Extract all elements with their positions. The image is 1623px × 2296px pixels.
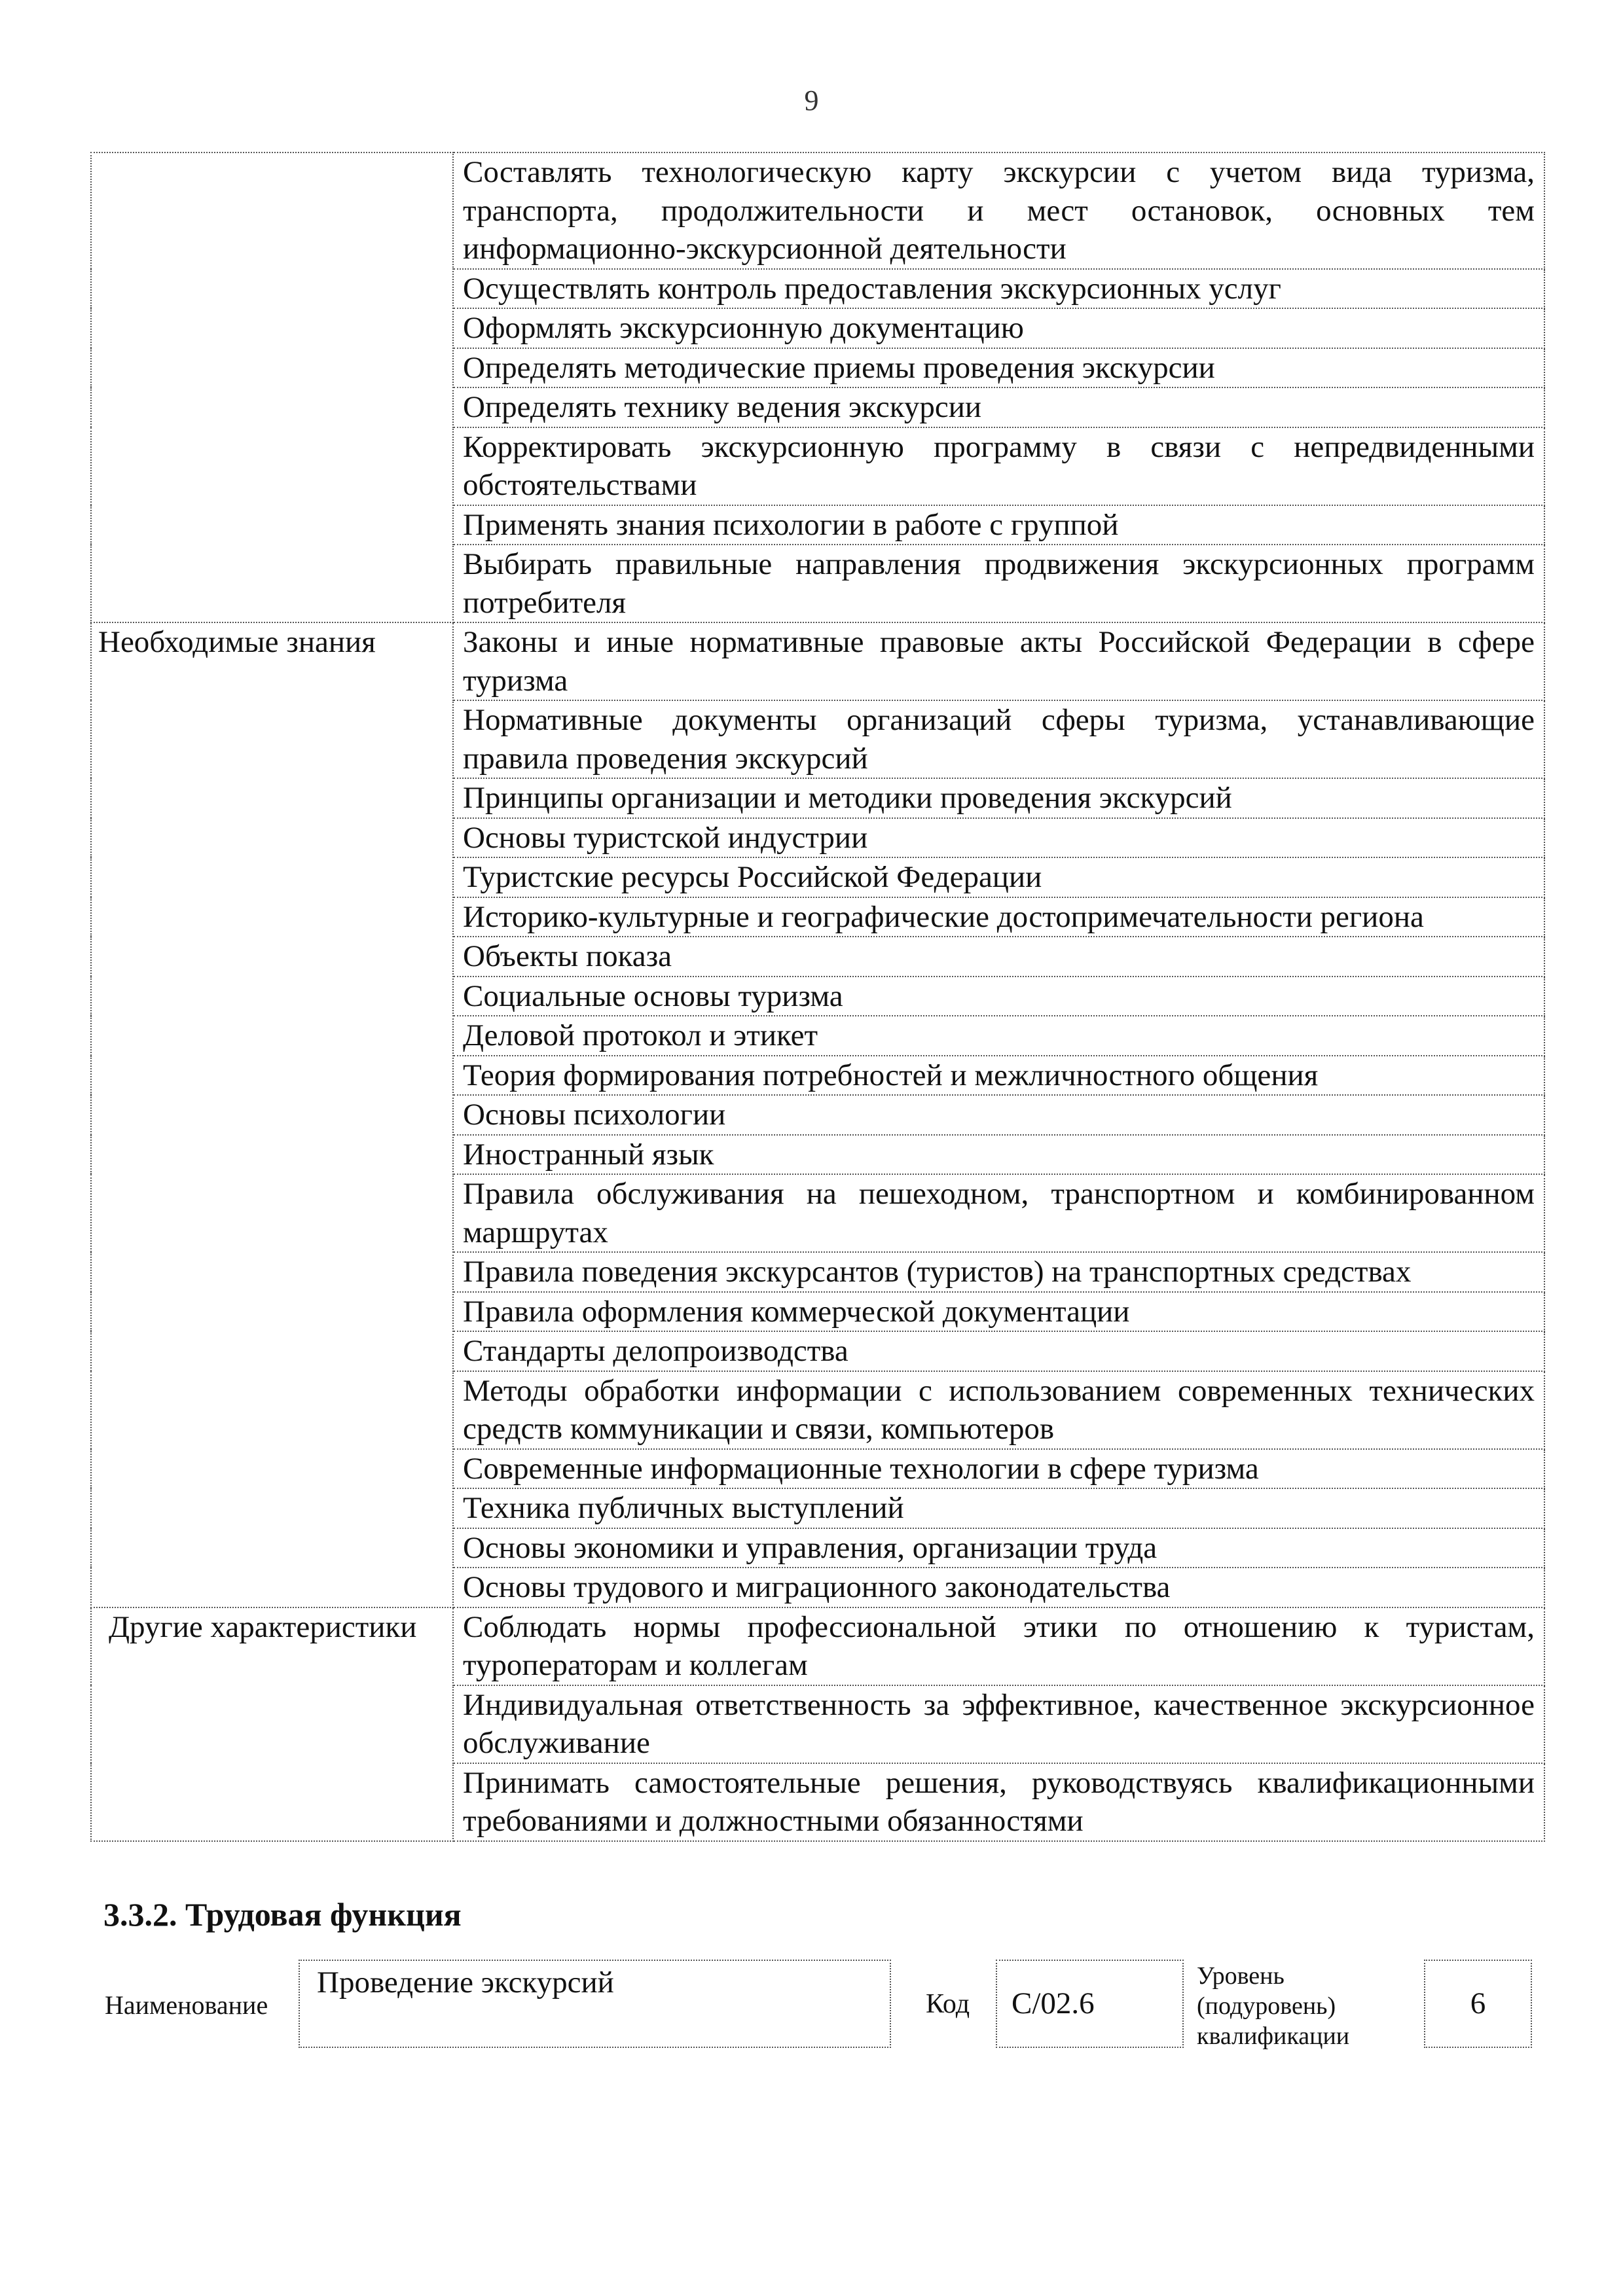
skill-item: Осуществлять контроль предоставления экскурсионных услуг (453, 269, 1544, 309)
code-label: Код (926, 1989, 970, 2019)
knowledge-item: Теория формирования потребностей и межличностного общения (453, 1056, 1544, 1096)
level-label-line-2: (подуровень) (1197, 1992, 1336, 2020)
page-number: 9 (804, 84, 819, 117)
section-title: 3.3.2. Трудовая функция (103, 1896, 462, 1933)
category-cell: Необходимые знания (91, 622, 453, 1607)
table-row (91, 1607, 1544, 1685)
skill-item: Определять методические приемы проведения экскурсии (453, 348, 1544, 388)
skill-item: Применять знания психологии в работе с группой (453, 505, 1544, 545)
category-cell (91, 152, 453, 622)
knowledge-item: Основы экономики и управления, организации труда (453, 1528, 1544, 1568)
function-name-field: Проведение экскурсий (299, 1960, 891, 2048)
knowledge-item: Принципы организации и методики проведения экскурсий (453, 778, 1544, 818)
skill-item: Выбирать правильные направления продвижения экскурсионных программ потребителя (453, 545, 1544, 622)
skill-item: Составлять технологическую карту экскурсии с учетом вида туризма, транспорта, продолжительности и мест остановок, основных тем информационно-экскурсионной деятельности (453, 152, 1544, 269)
knowledge-item: Туристские ресурсы Российской Федерации (453, 857, 1544, 897)
skill-item: Корректировать экскурсионную программу в связи с непредвиденными обстоятельствами (453, 427, 1544, 505)
knowledge-item: Правила обслуживания на пешеходном, транспортном и комбинированном маршрутах (453, 1174, 1544, 1252)
other-characteristic-item: Принимать самостоятельные решения, руководствуясь квалификационными требованиями и должностными обязанностями (453, 1763, 1544, 1841)
knowledge-item: Объекты показа (453, 937, 1544, 977)
code-field: C/02.6 (996, 1960, 1184, 2048)
knowledge-item: Методы обработки информации с использованием современных технических средств коммуникации и связи, компьютеров (453, 1371, 1544, 1449)
knowledge-item: Стандарты делопроизводства (453, 1331, 1544, 1371)
knowledge-item: Основы туристской индустрии (453, 818, 1544, 858)
skill-item: Оформлять экскурсионную документацию (453, 308, 1544, 348)
knowledge-item: Основы психологии (453, 1095, 1544, 1135)
table-row (91, 152, 1544, 269)
qualification-level-field: 6 (1424, 1960, 1532, 2048)
knowledge-item: Техника публичных выступлений (453, 1488, 1544, 1528)
other-characteristic-item: Соблюдать нормы профессиональной этики по отношению к туристам, туроператорам и коллегам (453, 1607, 1544, 1685)
knowledge-item: Законы и иные нормативные правовые акты Российской Федерации в сфере туризма (453, 622, 1544, 700)
other-characteristic-item: Индивидуальная ответственность за эффективное, качественное экскурсионное обслуживание (453, 1685, 1544, 1763)
knowledge-item: Иностранный язык (453, 1135, 1544, 1175)
knowledge-item: Основы трудового и миграционного законодательства (453, 1568, 1544, 1607)
category-cell: Другие характеристики (91, 1607, 453, 1841)
knowledge-item: Историко-культурные и географические достопримечательности региона (453, 897, 1544, 937)
knowledge-item: Правила поведения экскурсантов (туристов) на транспортных средствах (453, 1252, 1544, 1292)
knowledge-item: Деловой протокол и этикет (453, 1016, 1544, 1056)
level-label-line-3: квалификации (1197, 2022, 1350, 2050)
level-label-line-1: Уровень (1197, 1962, 1285, 1990)
knowledge-item: Социальные основы туризма (453, 977, 1544, 1016)
table-row (91, 622, 1544, 700)
qualification-level-label (1197, 1961, 1349, 2051)
requirements-table (90, 152, 1545, 1842)
knowledge-item: Современные информационные технологии в сфере туризма (453, 1449, 1544, 1489)
knowledge-item: Нормативные документы организаций сферы туризма, устанавливающие правила проведения экскурсий (453, 700, 1544, 778)
name-label: Наименование (105, 1990, 268, 2020)
knowledge-item: Правила оформления коммерческой документации (453, 1292, 1544, 1332)
skill-item: Определять технику ведения экскурсии (453, 387, 1544, 427)
